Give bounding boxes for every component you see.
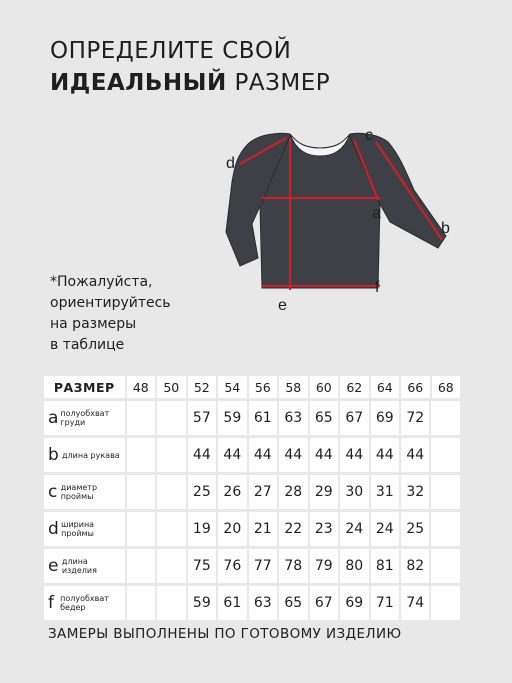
table-cell: [127, 401, 155, 435]
size-header: 54: [218, 376, 247, 398]
table-cell: 27: [249, 475, 277, 509]
row-label-text: длина изделия: [61, 557, 97, 575]
table-cell: 65: [279, 586, 307, 620]
table-cell: 57: [188, 401, 216, 435]
table-cell: 21: [249, 512, 277, 546]
sweater-diagram: [210, 120, 470, 320]
table-cell: 30: [340, 475, 368, 509]
table-cell: 59: [218, 401, 246, 435]
table-row: [44, 400, 460, 435]
label-b: b: [441, 220, 450, 237]
row-label: [44, 475, 125, 509]
table-cell: 23: [310, 512, 338, 546]
label-a: a: [372, 205, 381, 222]
table-cell: 20: [218, 512, 246, 546]
table-cell: [157, 438, 185, 472]
label-c: c: [365, 127, 373, 144]
table-cell: 77: [249, 549, 277, 583]
table-cell: [157, 512, 185, 546]
row-letter: a: [48, 408, 59, 428]
table-cell: 72: [401, 401, 429, 435]
table-cell: 19: [188, 512, 216, 546]
page-title-line2: [50, 70, 330, 96]
table-cell: 24: [371, 512, 399, 546]
table-cell: 25: [188, 475, 216, 509]
label-e: e: [278, 297, 287, 314]
table-cell: 76: [218, 549, 246, 583]
table-row: [44, 474, 460, 509]
table-cell: 44: [371, 438, 399, 472]
table-cell: [127, 586, 155, 620]
table-cell: 67: [340, 401, 368, 435]
table-cell: 69: [340, 586, 368, 620]
size-header: 58: [279, 376, 308, 398]
table-cell: [157, 549, 185, 583]
size-header: 60: [310, 376, 339, 398]
table-cell: 59: [188, 586, 216, 620]
table-cell: 24: [340, 512, 368, 546]
table-cell: 44: [188, 438, 216, 472]
table-cell: 71: [371, 586, 399, 620]
table-cell: 61: [249, 401, 277, 435]
table-cell: [431, 512, 459, 546]
size-header: 62: [340, 376, 369, 398]
size-header: 48: [127, 376, 156, 398]
size-header: 68: [432, 376, 461, 398]
row-letter: f: [48, 593, 54, 613]
table-cell: 67: [310, 586, 338, 620]
table-cell: 69: [371, 401, 399, 435]
table-cell: [431, 475, 459, 509]
table-cell: 44: [249, 438, 277, 472]
table-cell: [431, 438, 459, 472]
table-cell: 22: [279, 512, 307, 546]
table-cell: 44: [310, 438, 338, 472]
table-body: [44, 400, 460, 620]
table-cell: 31: [371, 475, 399, 509]
table-cell: 81: [371, 549, 399, 583]
table-cell: 82: [401, 549, 429, 583]
sweater-shape: [226, 133, 446, 288]
row-label-text: длина рукава: [62, 450, 120, 460]
row-label-text: полуобхват груди: [60, 409, 110, 427]
table-cell: 65: [310, 401, 338, 435]
title-bold-word: ИДЕАЛЬНЫЙ: [50, 70, 227, 96]
row-label: [44, 401, 125, 435]
table-row: [44, 437, 460, 472]
size-header: 50: [157, 376, 186, 398]
table-header-row: [44, 375, 460, 398]
size-header: 56: [249, 376, 278, 398]
row-label-text: полуобхват бедер: [60, 594, 109, 612]
row-label-text: диаметр проймы: [60, 483, 98, 501]
table-row: [44, 585, 460, 620]
row-label: [44, 586, 125, 620]
table-cell: 78: [279, 549, 307, 583]
table-cell: 44: [279, 438, 307, 472]
table-row: [44, 548, 460, 583]
table-cell: 25: [401, 512, 429, 546]
table-cell: 32: [401, 475, 429, 509]
row-letter: c: [48, 482, 58, 502]
row-letter: d: [48, 519, 59, 539]
label-d: d: [226, 155, 235, 172]
table-cell: 75: [188, 549, 216, 583]
title-rest: РАЗМЕР: [226, 70, 331, 96]
table-cell: [127, 512, 155, 546]
table-cell: [431, 586, 459, 620]
table-cell: [127, 475, 155, 509]
table-cell: 79: [310, 549, 338, 583]
table-cell: [157, 586, 185, 620]
size-header: 66: [401, 376, 430, 398]
label-f: f: [375, 279, 380, 296]
row-label-text: ширина проймы: [61, 520, 95, 538]
table-cell: [431, 549, 459, 583]
size-table: [44, 375, 460, 620]
page-title-line1: ОПРЕДЕЛИТЕ СВОЙ: [50, 38, 292, 64]
table-cell: 28: [279, 475, 307, 509]
table-cell: 74: [401, 586, 429, 620]
row-label: [44, 549, 125, 583]
table-cell: 80: [340, 549, 368, 583]
table-cell: [127, 549, 155, 583]
table-cell: [127, 438, 155, 472]
table-cell: 63: [249, 586, 277, 620]
table-cell: [157, 475, 185, 509]
header-label: РАЗМЕР: [44, 376, 125, 398]
row-label: [44, 438, 125, 472]
footer-note: ЗАМЕРЫ ВЫПОЛНЕНЫ ПО ГОТОВОМУ ИЗДЕЛИЮ: [48, 626, 402, 642]
table-cell: 26: [218, 475, 246, 509]
table-cell: 44: [218, 438, 246, 472]
table-cell: [157, 401, 185, 435]
table-cell: 29: [310, 475, 338, 509]
table-cell: 63: [279, 401, 307, 435]
row-letter: e: [48, 556, 59, 576]
table-cell: 44: [401, 438, 429, 472]
row-label: [44, 512, 125, 546]
note-text: *Пожалуйста, ориентируйтесь на размеры в таблице: [50, 274, 171, 353]
table-row: [44, 511, 460, 546]
size-header: 64: [371, 376, 400, 398]
table-cell: 61: [218, 586, 246, 620]
size-header: 52: [188, 376, 217, 398]
table-cell: [431, 401, 459, 435]
table-cell: 44: [340, 438, 368, 472]
row-letter: b: [48, 445, 59, 465]
